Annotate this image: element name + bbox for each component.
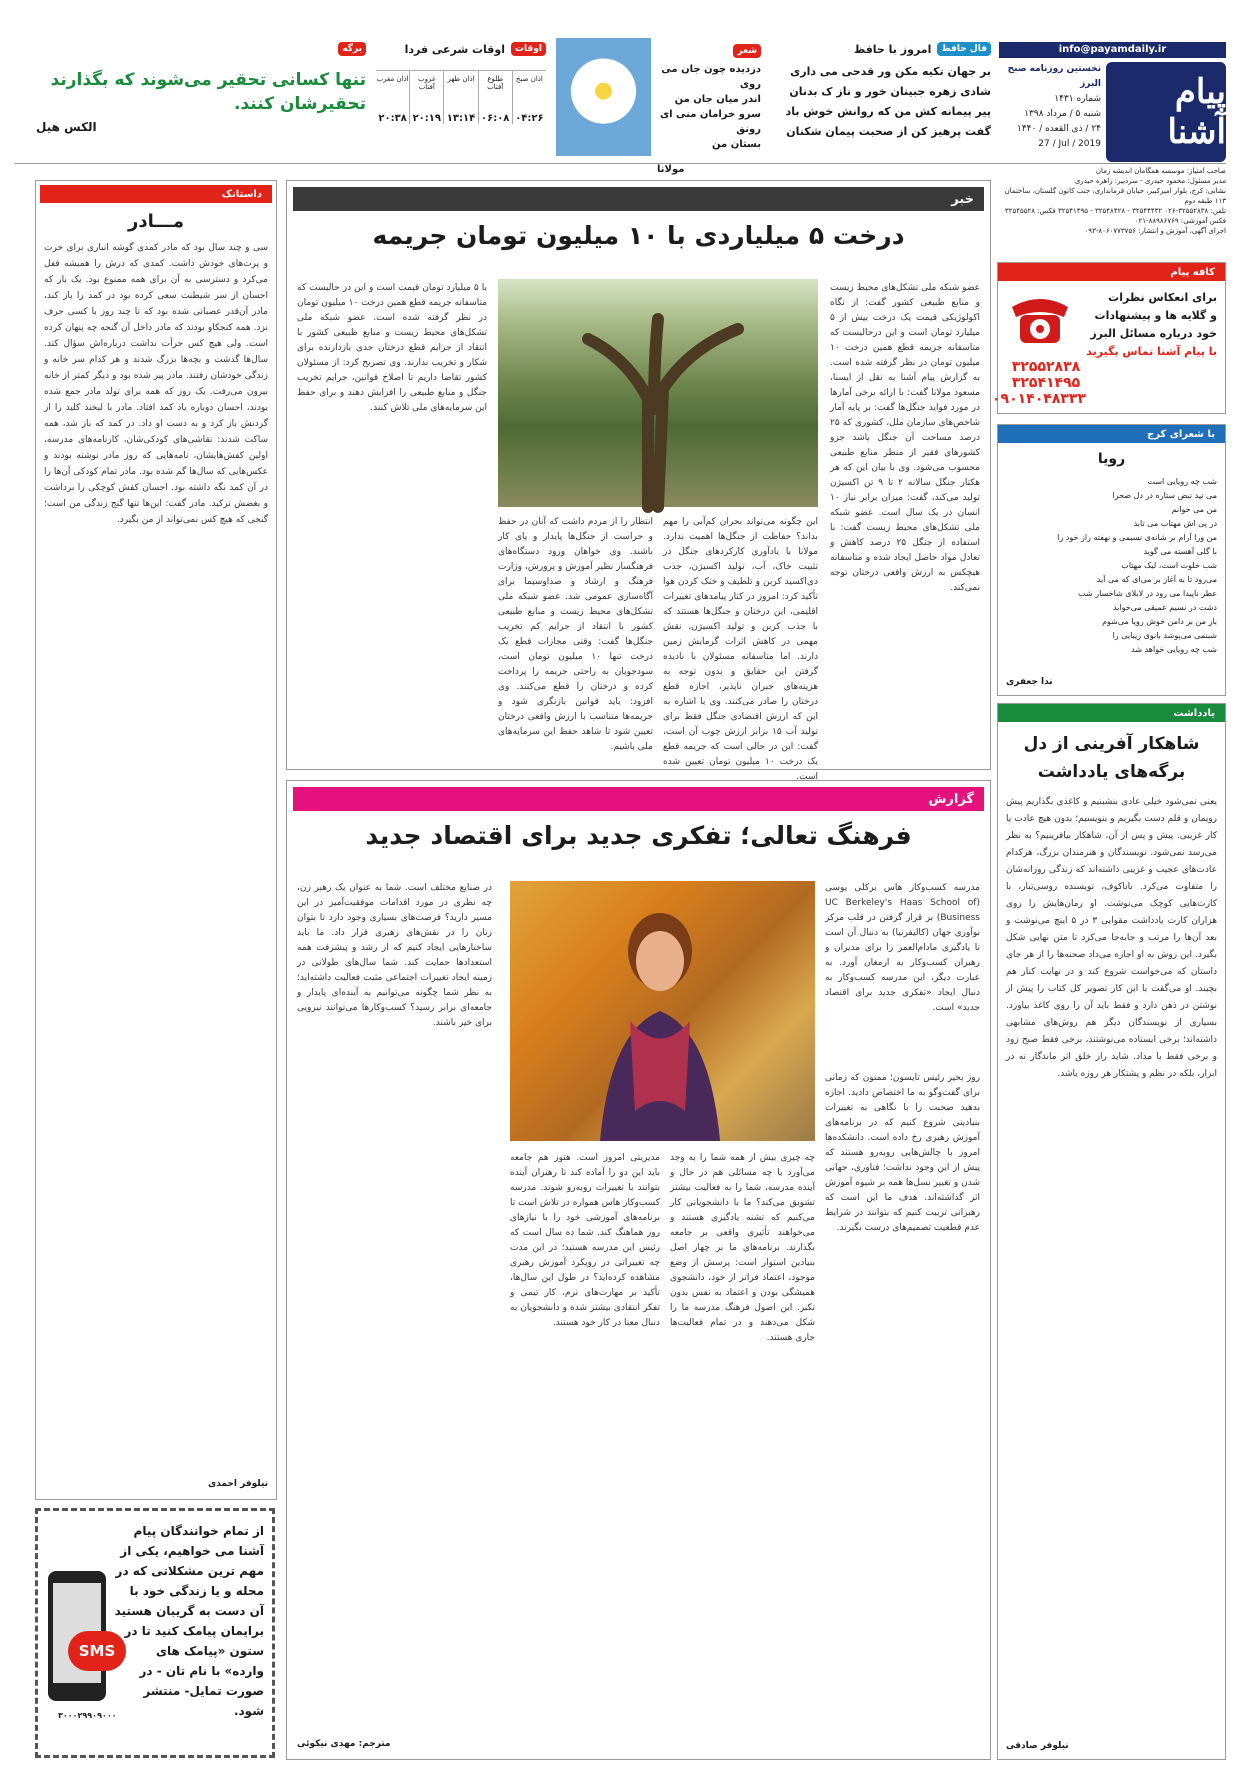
credit-line: اجرای آگهی، آموزش و انتشار: ۸۰۶۰۷۷۳۷۵۶-۰۹۳ — [1084, 227, 1226, 235]
report-article — [286, 780, 991, 1760]
report-category: گزارش — [928, 791, 974, 807]
prayer-label: اذان صبح — [515, 75, 543, 83]
poetry-line: من می خوانم — [1171, 505, 1217, 514]
quote-author: الکس هیل — [36, 120, 97, 134]
hafez-verse: شادی زهره جبینان خور و ناز ک بدنان — [789, 85, 991, 98]
credit-line: صاحب امتیاز: موسسه همگامان اندیشه زمان — [1095, 167, 1226, 175]
report-translator: مترجم: مهدی نیکوئی — [297, 1739, 391, 1749]
story-title: مـــادر — [128, 211, 184, 232]
report-category-bar — [293, 787, 984, 811]
prayer-tag: اوقات — [511, 42, 546, 56]
credit-line: مدیر مسئول: محمود حیدری - سردبیر: زاهره حیدری — [1074, 177, 1226, 185]
email[interactable]: info@payamdaily.ir — [1058, 44, 1167, 55]
hafez-verse: گفت پرهیز کن از صحبت پیمان شکنان — [786, 125, 991, 138]
poetry-line: شب خلوت است، لیک مهتاب — [1121, 561, 1217, 570]
issue-number: شماره ۱۴۳۱ — [1054, 94, 1101, 104]
email-bar — [999, 42, 1226, 58]
cafe-line: و گلایه ها و پیشنهادات — [1094, 309, 1217, 322]
story-body: سی و چند سال بود که مادر کمدی گوشه انباری برای خرت و پرت‌های خودش داشت. کمدی که درش را همیشه قفل می‌کرد و دسترسی به آن برای همه ممنوع بود. یک بار که احسان از سر شیطنت سعی کرده بود در کمد را باز کند، مادر آن‌قدر عصبانی شده بود که تا چند روز با کسی حرف نزد. همه کنجکاو بودند که مادر داخل آن گنجه چه پنهان کرده است. ولی هیچ کس جرأت نداشت درباره‌اش سؤال کند. سال‌ها گذشت و بچه‌ها بزرگ شدند و هر کدام سر خانه و زندگی خودشان رفتند. مادر پیر شده بود و دیگر کمتر از خانه بیرون می‌رفت. یک روز که همه برای تولد مادر جمع شده بودند، احسان دوباره یاد کمد افتاد. مادر با لبخند کلید را از گردنش باز کرد و به دست او داد. در کمد که باز شد، همه ساکت شدند: نقاشی‌های کودکی‌شان، کارنامه‌های مدرسه، اولین کفش‌هایشان، نامه‌هایی که روز مادر نوشته بودند و عکس‌هایی که سال‌ها گم شده بود. مادر تمام کودکی آن‌ها را در آن کمد نگه داشته بود. احسان کفش کوچکی را برداشت و بغضش ترکید. مادر گفت: این‌ها تنها گنج زندگی من است؛ گنجی که هیچ کس نمی‌تواند از من بگیرد. — [44, 243, 268, 525]
header-rule — [15, 163, 1226, 164]
prayer-label: طلوع آفتاب — [487, 75, 504, 91]
hafez-title: امروز با حافظ — [853, 42, 932, 56]
date-fa: شنبه ۵ / مرداد ۱۳۹۸ — [1024, 109, 1101, 119]
poetry-author: ندا جعفری — [1006, 677, 1053, 687]
poetry-line: در پی اش مهتاب می تابد — [1133, 519, 1217, 528]
quote-box — [26, 42, 366, 152]
hafez-verse: پیر پیمانه کش من که روانش خوش باد — [785, 105, 991, 118]
prayer-label: غروب آفتاب — [418, 75, 436, 91]
report-intro: مدرسه کسب‌وکار هاس برکلی یوسی (UC Berkeley's Haas School of Business) بر قرار گرفتن در قلب مرکز نوآوری جهان (کالیفرنیا) به دنبال آن است تا یادگیری مادام‌العمر را برای مدیران و رهبران کسب‌وکار به ارمغان آورد. به عبارت دیگر، این مدرسه کسب‌وکار به دنبال ایجاد «تفکری جدید برای اقتصاد جدید» است. — [825, 883, 980, 1013]
story-header: داستانک — [221, 188, 262, 200]
sms-ad — [35, 1508, 275, 1758]
news-category-bar — [293, 187, 984, 211]
poetry-line: می تپد نبض ستاره در دل صحرا — [1112, 491, 1217, 500]
tagline: نخستین روزنامه صبح البرز — [1007, 64, 1101, 89]
logo-text: پیام آشنا — [1167, 72, 1226, 152]
poetry-box — [997, 424, 1226, 696]
news-col-left: انتظار را از مردم داشت که آنان در حفظ و حراست از جنگل‌ها پایدار و پای کار باشند. وی خواهان ورود دستگاه‌های فرهنگساز نظیر آموزش و پرورش، وزارت فرهنگ و ارشاد و صداوسیما برای آگاه‌سازی عمومی شد. عضو شبکه ملی تشکل‌های محیط زیست و منابع طبیعی کشور با انتقاد از جرایم کم تخریب جنگل‌ها گفت: وقتی مجازات قطع یک درخت تنها ۱۰ میلیون تومان است، سودجویان به راحتی جریمه را پرداخت کرده و درختان را قطع می‌کنند. وی افزود: باید قوانین بازنگری شود و جریمه‌ها متناسب با ارزش واقعی درختان تعیین شود تا شاهد حفظ این سرمایه‌های ملی باشیم. — [498, 517, 653, 752]
prayer-title: اوقات شرعی فردا — [404, 42, 505, 56]
cafe-line: با پیام آشنا تماس بگیرید — [1086, 345, 1217, 358]
poetry-line: شب چه رویایی خواهد شد — [1131, 645, 1217, 654]
report-col-b: چه چیزی بیش از همه شما را به وجد می‌آورد یا چه مسائلی هم در حال و آینده مدرسه، شما را به فعالیت بیشتر تشویق می‌کند؟ ما با دانشجویانی کار می‌کنیم که تشنه یادگیری هستند و می‌خواهند تأثیری واقعی بر جامعه بگذارند. برنامه‌های ما بر چهار اصل بنیادین استوار است: پرسش از وضع موجود، اعتماد فراتر از خود، دانشجوی همیشگی بودن و اعتماد به نفس بدون تکبر. این اصول فرهنگ مدرسه ما را شکل می‌دهند و در تمام فعالیت‌ها جاری هستند. — [670, 1153, 815, 1343]
memo-box — [997, 703, 1226, 1760]
prayer-time: ۲۰:۱۹ — [412, 113, 441, 124]
credit-line: تلفن: ۳۲۵۵۲۸۳۸-۰۲۶ ۳۲۵۴۴۴۳۲ - ۳۲۵۴۸۴۲۸ - ۳۲۵۴۱۴۹۵ فکس: ۳۲۵۴۵۵۲۸ — [1004, 207, 1226, 215]
news-headline: درخت ۵ میلیاردی با ۱۰ میلیون تومان جریمه — [372, 221, 905, 250]
poetry-line: شب چه رویایی است — [1147, 477, 1217, 486]
poem-verse: اندر میان جان من — [674, 94, 761, 105]
memo-title: شاهکار آفرینی از دل برگه‌های یادداشت — [1023, 734, 1200, 782]
poetry-line: شبنمی می‌پوشد بانوی زیبایی را — [1112, 631, 1217, 640]
story-author: نیلوفر احمدی — [207, 1479, 268, 1489]
report-col-d: در صنایع مختلف است. شما به عنوان یک رهبر زن، چه نظری در مورد اقدامات موفقیت‌آمیز در این مسیر دارید؟ فرصت‌های بسیاری وجود دارد تا بتوان زنان را در نقش‌های رهبری قرار داد. ما باید ساختارهایی ایجاد کنیم که از رشد و پیشرفت همه استعدادها حمایت کند. شما سال‌های طولانی در زمینه ایجاد تغییرات اجتماعی مثبت فعالیت داشته‌اید؛ به نظر شما چگونه می‌توانیم به آینده‌ای پایدار و جامعه‌ای برابر رسید؟ کسب‌وکارها می‌توانند نیرویی برای خیر باشند. — [297, 883, 492, 1028]
poetry-line: دشت در نسیم عمیقی می‌خوابد — [1112, 603, 1217, 612]
cafe-phone[interactable]: ۳۲۵۴۱۴۹۵ — [1011, 375, 1081, 391]
poetry-line: عطر ناپیدا می رود در لابلای شاخسار شب — [1078, 589, 1217, 598]
news-article — [286, 180, 991, 782]
prayer-box — [376, 42, 546, 152]
poem-box — [556, 38, 761, 175]
quote-tag: برگه — [338, 42, 366, 56]
memo-author: نیلوفر صادقی — [1006, 1741, 1069, 1751]
prayer-label: اذان ظهر — [447, 75, 475, 83]
daisy-photo — [556, 38, 651, 156]
news-col-mid: این چگونه می‌تواند بحران کم‌آبی را مهم بداند؟ حفاظت از جنگل‌ها اهمیت ندارد. مولانا با یادآوری کارکردهای جنگل در تثبیت خاک، آب، تولید اکسیژن، جذب دی‌اکسید کربن و تلطیف و خنک کردن هوا تأکید کرد: امروز در کنار پیامدهای تغییرات اقلیمی، این درختان و جنگل‌ها هستند که با جذب کربن و تولید اکسیژن، نقش مهمی در کاهش اثرات گرمایش زمین دارند. اما متاسفانه مسئولان با نادیده گرفتن این حقایق و بدون توجه به هزینه‌های جبران ناپذیر، اجازه قطع درختان را صادر می‌کنند. وی با اشاره به این که ارزش اقتصادی جنگل فقط برای تولید آب ۱۵ برابر ارزش چوب آن است، گفت: این در حالی است که جریمه قطع یک درخت ۱۰ میلیون تومان تعیین شده است. — [663, 517, 818, 782]
hafez-box — [769, 42, 991, 152]
memo-body: یعنی نمی‌شود خیلی عادی بنشینیم و کاغذی بگذاریم پیش رویمان و قلم دست بگیریم و بنویسیم؛ بدون هیچ عادت یا کار غریبی. پیش و پس از آن، شاهکار بیافرینیم؟ به نظر می‌رسد نمی‌شود. نویسندگان و هنرمندان بزرگ، هرکدام عادت‌های عجیب و غریبی داشته‌اند که زندگی روزانه‌شان را متفاوت می‌کرد. ناباکوف، نویسنده روسی‌تبار، با کارت‌هایی کوچک می‌نوشت. او رمان‌هایش را روی هزاران کارت یادداشت مقوایی ۳ در ۵ اینچ می‌نوشت و بعد آن‌ها را مرتب و جابه‌جا می‌کرد تا متن نهایی شکل بگیرد. این روش به او اجازه می‌داد صحنه‌ها را از هر جای داستان که می‌خواست شروع کند و در نهایت کنار هم بچیند. او می‌گفت با این کار تصویر کل کتاب را پیش از نوشتن در ذهن دارد و فقط باید آن را روی کاغذ بیاورد. بسیاری از نویسندگان دیگر هم روش‌های مشابهی داشته‌اند؛ برخی ایستاده می‌نوشتند، برخی فقط صبح زود و برخی فقط با مداد. شاید راز خلق اثر ماندگار نه در ابزار، بلکه در نظم و پشتکار هر روزه باشد. — [1006, 797, 1217, 1079]
quote-text: تنها کسانی تحقیر می‌شوند که بگذارند تحقیرشان کنند. — [50, 70, 366, 114]
sms-label: SMS — [78, 1642, 116, 1660]
news-col-right: عضو شبکه ملی تشکل‌های محیط زیست و منابع طبیعی کشور گفت: از نگاه اکولوژیکی قیمت یک درخت بیش از ۵ میلیارد تومان است و این درحالیست که متاسفانه جریمه قطع همین درخت ۱۰ میلیون تومان در نظر گرفته شده است. به گزارش پیام آشنا به نقل از ایسنا، مسعود مولانا گفت: با ارائه برخی آمارها در مورد فواید جنگل‌ها گفت: بر پایه آمار شاخص‌های سازمان ملل، کشوری که ۲۵ درصد مساحت آن جنگل باشد جزو کشورهای فقیر از منظر منابع طبیعی محسوب می‌شود. وی با بیان این که هر هکتار جنگل سالانه ۲ تا ۹ تن اکسیژن تولید می‌کند، گفت: میزان برابر نیاز ۱۰ انسان در یک سال است. عضو شبکه ملی تشکل‌های محیط زیست گفت: با استفاده از جنگل ۲۵ درصد کاهش و تعادل مواد حاصل ایجاد شده و متاسفانه هیچکس به ارزش واقعی درختان توجه نمی‌کند. — [830, 283, 980, 593]
memo-header: یادداشت — [1173, 707, 1215, 719]
poetry-line: من ورا آرام بر شانه‌ی نسیمی و نهفته راز خود را — [1057, 533, 1217, 542]
date-hijri: ۲۴ / ذی القعده / ۱۴۴۰ — [1016, 124, 1101, 134]
masthead — [999, 42, 1226, 235]
cafe-payam-box — [992, 262, 1226, 414]
poetry-line: می‌رود تا به آغاز بر می‌ای که می آید — [1096, 575, 1217, 584]
poetry-line: باز من بر دامن خوش رویا می‌شوم — [1102, 617, 1217, 626]
news-category: خبر — [951, 191, 974, 207]
sms-ad-text: از تمام خوانندگان پیام آشنا می خواهیم، یکی از مهم ترین مشکلاتی که در محله و یا زندگی خود با آن دست به گریبان هستید برایمان پیامک کنید تا در ستون «پیامک های وارده» با نام تان - در صورت تمایل- منتشر شود. — [114, 1524, 264, 1718]
prayer-time: ۰۶:۰۸ — [480, 113, 510, 124]
story-box — [35, 180, 277, 1500]
cafe-line: برای انعکاس نظرات — [1108, 291, 1217, 304]
hafez-verse: بر جهان تکیه مکن ور قدحی می داری — [790, 65, 991, 78]
prayer-time: ۰۴:۲۶ — [515, 113, 544, 124]
news-col-far-left: با ۵ میلیارد تومان قیمت است و این در حالیست که متاسفانه جریمه قطع همین درخت ۱۰ میلیون تومان در نظر گرفته شده است. عضو شبکه ملی تشکل‌های محیط زیست و منابع طبیعی کشور با انتقاد از جرایم قطع درختان حدی بازدارنده برای شکار و تخریب ندارند. وی تصریح کرد: از مسئولان کشور تقاضا داریم تا اصلاح قوانین، جرایم تخریب جنگل و منابع طبیعی را افزایش دهند و برای حفظ این سرمایه‌های ملی تلاش کنند. — [297, 283, 487, 413]
cafe-payam-title: کافه پیام — [1170, 266, 1215, 278]
woman-photo — [510, 881, 815, 1141]
cafe-line: خود درباره مسائل البرز — [1090, 327, 1217, 340]
poetry-title: رویا — [1097, 451, 1126, 467]
tree-photo — [498, 279, 818, 507]
prayer-time: ۱۳:۱۴ — [446, 113, 476, 124]
report-col-a: روز بخیر رئیس تایسون؛ ممنون که زمانی برای گفت‌وگو به ما اختصاص دادید. اجازه بدهید صحبت را با نگاهی به تغییرات بنیادینی شروع کنیم که در برنامه‌های آموزش رهبری رخ داده است. دانشکده‌ها امروز با چالش‌هایی روبه‌رو هستند که پیش از این وجود نداشت؛ فناوری، جهانی شدن و تغییر نسل‌ها همه بر شیوه آموزش اثر گذاشته‌اند. هدف ما این است که رهبرانی تربیت کنیم که بتوانند در شرایط عدم قطعیت تصمیم‌های درست بگیرند. — [825, 1073, 980, 1233]
poem-verse: سرو خرامان منی ای رونق — [659, 109, 761, 135]
logo — [1106, 62, 1226, 162]
prayer-table — [376, 70, 546, 124]
credit-line: فکس آموزشی: ۸۸۹۸۶۷۶۹-۰۲۱ — [1134, 217, 1226, 225]
prayer-label: اذان مغرب — [376, 75, 409, 83]
sms-number[interactable]: ۳۰۰۰۲۹۹۰۹۰۰۰ — [58, 1711, 117, 1720]
phone-icon — [1006, 289, 1074, 349]
credits — [999, 166, 1226, 236]
credit-line: نشانی: کرج، بلوار امیرکبیر، خیابان فرمانداری، جنب کانون گلستان، ساختمان ۱۱۳ طبقه دوم — [1004, 187, 1226, 205]
report-col-c: مدیریتی امروز است. هنوز هم جامعه باید این دو را آماده کند تا رهبران آینده بتوانند با تغییرات روبه‌رو شوند. مدرسه کسب‌وکار هاس همواره در تلاش است تا برنامه‌های آموزشی خود را با نیازهای روز هماهنگ کند. شما ده سال است که رئیس این مدرسه هستید؛ در این مدت چه تغییراتی در رویکرد آموزش رهبری مشاهده کرده‌اید؟ در طول این سال‌ها، تأکید بر مهارت‌های نرم، کار تیمی و تفکر انتقادی بیشتر شده و دانشجویان به دنبال معنا در کار خود هستند. — [509, 1153, 660, 1328]
poetry-header: با شعرای کرج — [1146, 428, 1215, 440]
cafe-phone[interactable]: ۳۲۵۵۲۸۳۸ — [1011, 359, 1081, 375]
poem-author: مولانا — [657, 164, 685, 175]
date-en: 27 / Jul / 2019 — [1038, 139, 1101, 149]
sms-bubble — [68, 1631, 126, 1671]
poem-tag: شعر — [733, 44, 761, 58]
masthead-info — [999, 62, 1101, 152]
poetry-line: با گلی آهسته می گوید — [1143, 547, 1217, 556]
report-headline: فرهنگ تعالی؛ تفکری جدید برای اقتصاد جدید — [365, 821, 912, 850]
prayer-time: ۲۰:۳۸ — [378, 113, 407, 124]
poem-verse: بستان من — [712, 139, 761, 150]
cafe-phone[interactable]: ۰۹۰۱۴۰۴۸۳۳۳ — [992, 391, 1086, 407]
poem-verse: دزدیده چون جان می روی — [661, 64, 761, 90]
hafez-tag: فال حافظ — [937, 42, 991, 56]
